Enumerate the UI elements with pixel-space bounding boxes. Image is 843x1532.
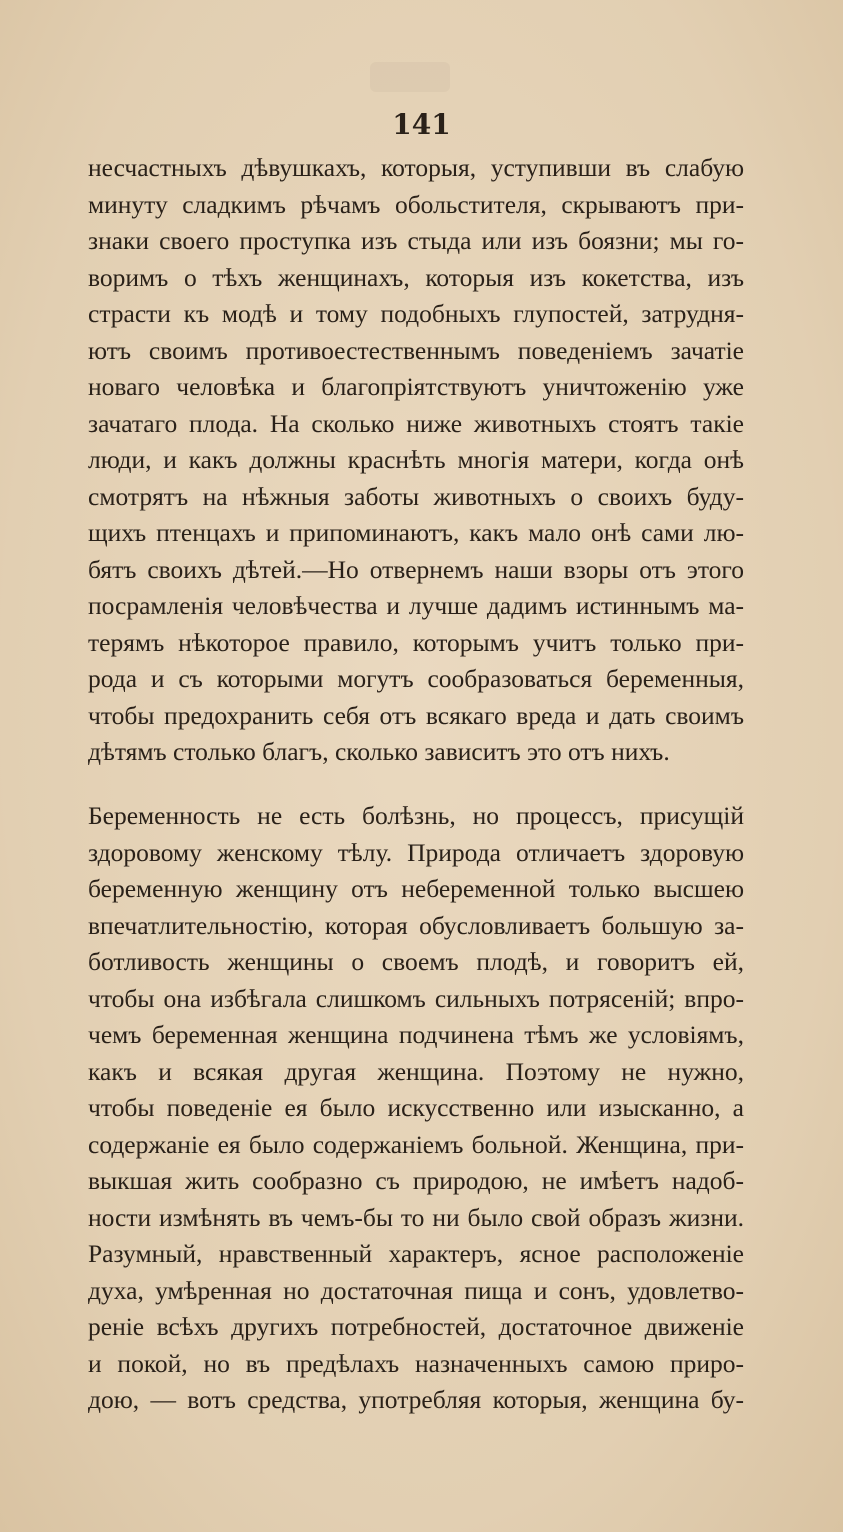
text-line: ютъ своимъ противоестественнымъ поведенiемъ зачатiе — [88, 335, 744, 365]
text-line: дою, — вотъ средства, употребляя которыя, женщина бу- — [88, 1385, 744, 1414]
text-line: духа, умѣренная но достаточная пища и сонъ, удовлетво- — [88, 1275, 744, 1305]
text-line: посрамленiя человѣчества и лучше дадимъ истиннымъ ма- — [88, 591, 744, 620]
text-line: ренiе всѣхъ другихъ потребностей, достаточное движенiе — [88, 1312, 744, 1341]
text-line: впечатлительностiю, которая обусловливаетъ большую за- — [88, 910, 744, 940]
text-line: чтобы она избѣгала слишкомъ сильныхъ потрясенiй; впро- — [88, 983, 744, 1013]
text-line: и покой, но въ предѣлахъ назначенныхъ самою приро- — [88, 1348, 744, 1378]
text-line: минуту сладкимъ рѣчамъ обольстителя, скрываютъ при- — [88, 189, 744, 219]
text-line: здоровому женскому тѣлу. Природа отличаетъ здоровую — [88, 837, 744, 867]
text-line: дѣтямъ столько благъ, сколько зависитъ это отъ нихъ. — [88, 737, 670, 766]
text-line: терямъ нѣкоторое правило, которымъ учитъ только при- — [88, 627, 744, 657]
text-line: рода и съ которыми могутъ сообразоваться беременныя, — [88, 664, 744, 693]
text-line: содержанiе ея было содержанiемъ больной. Женщина, при- — [88, 1129, 744, 1159]
paragraph-2 — [88, 798, 744, 1419]
text-line: беременную женщину отъ небеременной только высшею — [88, 874, 744, 903]
text-line: ботливость женщины о своемъ плодѣ, и говоритъ ей, — [88, 947, 744, 976]
text-line: зачатаго плода. На сколько ниже животныхъ стоятъ такiе — [88, 408, 744, 438]
text-line: чемъ беременная женщина подчинена тѣмъ же условiямъ, — [88, 1020, 744, 1049]
page-number: 141 — [392, 108, 451, 141]
text-line: Беременность не есть болѣзнь, но процессъ, присущiй — [88, 801, 744, 830]
bleed-through-mark — [370, 62, 450, 92]
text-line: выкшая жить сообразно съ природою, не имѣетъ надоб- — [88, 1166, 744, 1195]
text-line: бятъ своихъ дѣтей.—Но отвернемъ наши взоры отъ этого — [88, 554, 744, 584]
text-line: люди, и какъ должны краснѣть многiя матери, когда онѣ — [88, 445, 744, 474]
paragraph-1 — [88, 150, 744, 771]
text-line: щихъ птенцахъ и припоминаютъ, какъ мало онѣ сами лю- — [88, 518, 744, 547]
text-line: Разумный, нравственный характеръ, ясное расположенiе — [88, 1239, 744, 1268]
text-line: страсти къ модѣ и тому подобныхъ глупостей, затрудня- — [88, 299, 744, 328]
text-line: знаки своего проступка изъ стыда или изъ боязни; мы го- — [88, 226, 744, 255]
text-line: несчастныхъ дѣвушкахъ, которыя, уступивши въ слабую — [88, 153, 744, 182]
text-line: чтобы поведенiе ея было искусственно или изысканно, а — [88, 1093, 744, 1122]
text-line: чтобы предохранить себя отъ всякаго вреда и дать своимъ — [88, 700, 744, 730]
text-line: воримъ о тѣхъ женщинахъ, которыя изъ кокетства, изъ — [88, 262, 744, 292]
text-line: новаго человѣка и благопрiятствуютъ уничтоженiю уже — [88, 372, 744, 401]
text-line: смотрятъ на нѣжныя заботы животныхъ о своихъ буду- — [88, 481, 744, 511]
text-line: какъ и всякая другая женщина. Поэтому не нужно, — [88, 1056, 744, 1086]
text-line: ности измѣнять въ чемъ-бы то ни было свой образъ жизни. — [88, 1202, 744, 1232]
